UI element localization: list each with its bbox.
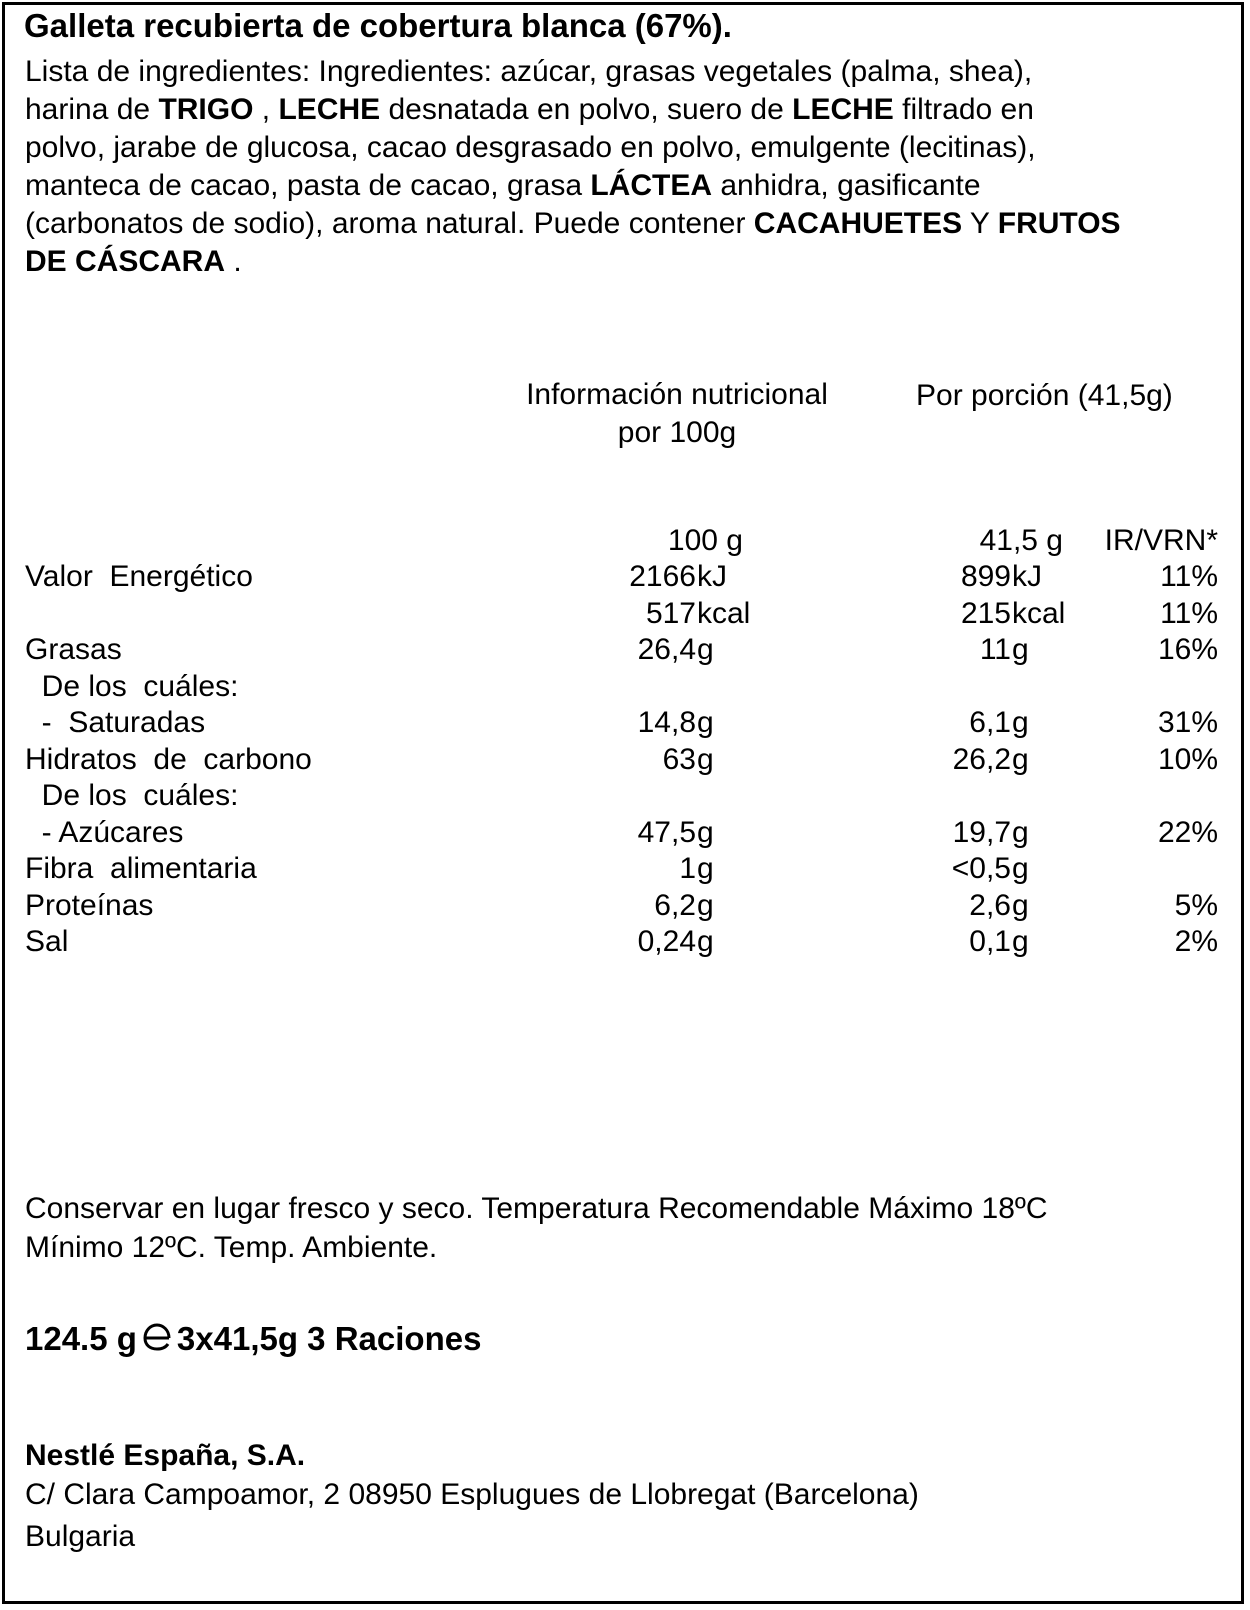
value-per-100g: 517 xyxy=(645,596,696,630)
value-per-100g: 1 xyxy=(679,852,696,885)
value-per-portion: <0,5 xyxy=(951,852,1011,885)
unit-per-portion: g xyxy=(1012,852,1029,885)
ingredients-text: . xyxy=(225,245,242,278)
nutrient-label: Proteínas xyxy=(25,888,154,922)
unit-per-100g: g xyxy=(697,815,714,849)
ingredients-text: filtrado en xyxy=(893,93,1034,126)
estimated-sign-icon xyxy=(141,1320,173,1362)
unit-per-100g: g xyxy=(697,706,714,739)
ingredients-text: anhidra, gasificante xyxy=(712,169,981,202)
allergen-highlight: CACAHUETES xyxy=(753,207,963,240)
nutrition-row xyxy=(0,923,1250,961)
nutrition-header-per100 xyxy=(500,376,854,452)
value-per-portion: 215 xyxy=(960,596,1011,630)
ingredients-text: manteca de cacao, pasta de cacao, grasa xyxy=(25,169,591,202)
net-weight-line xyxy=(25,1318,481,1362)
ir-vrn-percent: 16% xyxy=(1157,633,1218,666)
unit-per-portion: kcal xyxy=(1012,596,1066,630)
ingredients-line xyxy=(25,53,1215,91)
unit-per-100g: g xyxy=(697,925,714,958)
nutrition-row xyxy=(0,741,1250,779)
allergen-highlight: DE CÁSCARA xyxy=(25,245,226,278)
ingredients-text: harina de xyxy=(25,93,159,126)
ingredients-text: , xyxy=(253,93,279,126)
storage-line-2: Mínimo 12ºC. Temp. Ambiente. xyxy=(25,1231,438,1264)
ingredients-text: (carbonatos de sodio), aroma natural. Puede contener xyxy=(25,207,754,240)
value-per-100g: 63 xyxy=(662,742,696,776)
nutrition-row xyxy=(0,631,1250,669)
ingredients-text: Lista de ingredientes: Ingredientes: azúcar, grasas vegetales (palma, shea), xyxy=(25,55,1033,88)
nutrient-label: - Saturadas xyxy=(25,706,206,739)
unit-per-100g: g xyxy=(697,852,714,885)
value-per-portion: 899 xyxy=(960,560,1011,593)
nutrient-label: Valor Energético xyxy=(25,560,253,593)
value-per-portion: 2,6 xyxy=(969,888,1011,922)
ingredients-text: Y xyxy=(962,207,998,240)
value-per-100g: 2166 xyxy=(629,560,696,593)
ingredients-line xyxy=(25,205,1215,243)
unit-per-100g: g xyxy=(697,633,714,666)
nutrition-header-per100-line2: por 100g xyxy=(617,416,737,449)
portions-count: 3x41,5g 3 Raciones xyxy=(176,1320,482,1357)
ingredients-line xyxy=(25,91,1215,129)
nutrition-row xyxy=(0,887,1250,925)
allergen-highlight: FRUTOS xyxy=(997,207,1121,240)
allergen-highlight: TRIGO xyxy=(158,93,254,126)
ir-vrn-percent: 2% xyxy=(1174,925,1218,958)
ir-vrn-percent: 10% xyxy=(1157,742,1218,776)
value-per-100g: 6,2 xyxy=(654,888,696,922)
value-per-100g: 0,24 xyxy=(637,925,696,958)
company-country: Bulgaria xyxy=(25,1520,136,1553)
unit-per-portion: g xyxy=(1012,925,1029,958)
value-per-portion: 6,1 xyxy=(969,706,1011,739)
ir-vrn-percent: 5% xyxy=(1174,888,1218,922)
ingredients-text: desnatada en polvo, suero de xyxy=(380,93,793,126)
subheader-ir-vrn: IR/VRN* xyxy=(1104,524,1218,557)
nutrition-header-per100-line1: Información nutricional xyxy=(526,378,828,411)
value-per-100g: 47,5 xyxy=(637,815,696,849)
unit-per-100g: kJ xyxy=(697,560,727,593)
nutrient-label: De los cuáles: xyxy=(25,779,239,812)
ir-vrn-percent: 11% xyxy=(1160,596,1218,630)
ingredients-line xyxy=(25,167,1215,205)
nutrition-row xyxy=(0,704,1250,742)
ir-vrn-percent: 22% xyxy=(1157,815,1218,849)
company-name: Nestlé España, S.A. xyxy=(25,1439,306,1472)
nutrition-row xyxy=(0,850,1250,888)
nutrition-row xyxy=(0,558,1250,596)
ingredients-text: polvo, jarabe de glucosa, cacao desgrasado en polvo, emulgente (lecitinas), xyxy=(25,131,1036,164)
nutrition-row xyxy=(0,668,1250,706)
ir-vrn-percent: 31% xyxy=(1157,706,1218,739)
subheader-portion: 41,5 g xyxy=(979,524,1063,557)
nutrition-header-portion: Por porción (41,5g) xyxy=(916,379,1173,412)
unit-per-100g: kcal xyxy=(697,596,751,630)
product-title: Galleta recubierta de cobertura blanca (67%). xyxy=(24,7,732,44)
allergen-highlight: LÁCTEA xyxy=(590,169,713,202)
company-address: C/ Clara Campoamor, 2 08950 Esplugues de Llobregat (Barcelona) xyxy=(25,1478,919,1511)
net-weight: 124.5 g xyxy=(25,1320,137,1357)
ingredients-line xyxy=(25,129,1215,167)
nutrient-label: Hidratos de carbono xyxy=(25,742,312,776)
nutrition-row xyxy=(0,777,1250,815)
nutrition-row xyxy=(0,595,1250,633)
value-per-portion: 11 xyxy=(979,633,1011,666)
nutrition-row xyxy=(0,814,1250,852)
ingredients-line xyxy=(25,243,1215,281)
unit-per-100g: g xyxy=(697,888,714,922)
value-per-100g: 14,8 xyxy=(637,706,696,739)
unit-per-portion: g xyxy=(1012,633,1029,666)
value-per-portion: 26,2 xyxy=(952,742,1011,776)
nutrient-label: - Azúcares xyxy=(25,815,184,849)
allergen-highlight: LECHE xyxy=(792,93,894,126)
nutrient-label: Grasas xyxy=(25,633,122,666)
value-per-portion: 0,1 xyxy=(969,925,1011,958)
ingredients-list xyxy=(25,53,1215,281)
subheader-100g: 100 g xyxy=(667,524,743,557)
storage-line-1: Conservar en lugar fresco y seco. Temperatura Recomendable Máximo 18ºC xyxy=(25,1192,1048,1225)
allergen-highlight: LECHE xyxy=(278,93,381,126)
value-per-100g: 26,4 xyxy=(637,633,696,666)
unit-per-portion: g xyxy=(1012,706,1029,739)
nutrient-label: Sal xyxy=(25,925,69,958)
value-per-portion: 19,7 xyxy=(952,815,1011,849)
ir-vrn-percent: 11% xyxy=(1160,560,1218,593)
unit-per-100g: g xyxy=(697,742,714,776)
unit-per-portion: g xyxy=(1012,888,1029,922)
unit-per-portion: g xyxy=(1012,815,1029,849)
nutrient-label: De los cuáles: xyxy=(25,669,239,703)
unit-per-portion: g xyxy=(1012,742,1029,776)
unit-per-portion: kJ xyxy=(1012,560,1042,593)
nutrient-label: Fibra alimentaria xyxy=(25,852,257,885)
